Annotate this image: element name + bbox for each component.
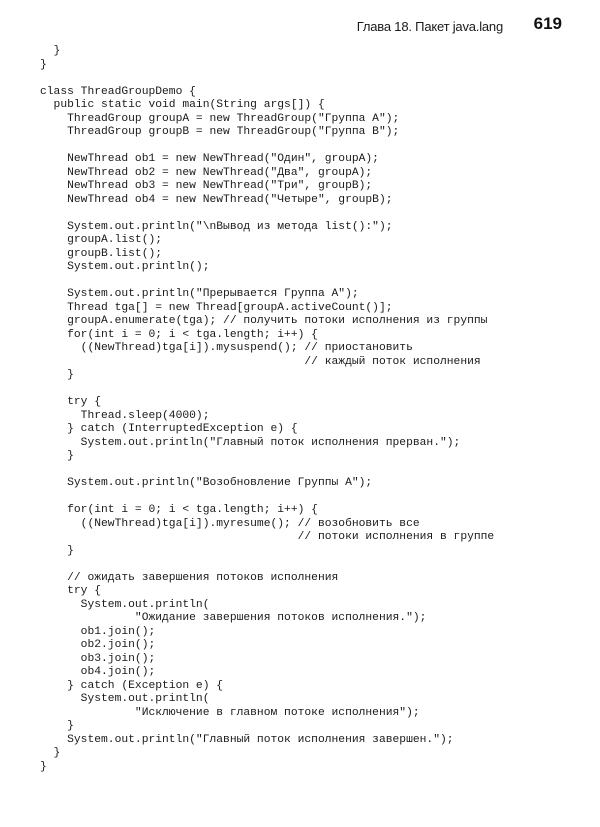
code-line: NewThread ob3 = new NewThread("Три", groupB); bbox=[40, 180, 373, 192]
code-line: } bbox=[40, 747, 61, 759]
code-line: ob3.join(); bbox=[40, 652, 156, 665]
code-line: } bbox=[40, 720, 74, 732]
code-line: groupA.list(); bbox=[40, 234, 163, 246]
code-line: Thread.sleep(4000); bbox=[40, 409, 210, 422]
page-number: 619 bbox=[533, 14, 562, 33]
code-line: System.out.println("Возобновление Группы А"); bbox=[40, 477, 373, 489]
code-line: for(int i = 0; i < tga.length; i++) { bbox=[40, 504, 318, 516]
code-line bbox=[40, 140, 494, 154]
code-line: // каждый поток исполнения bbox=[40, 355, 481, 368]
code-line: // потоки исполнения в группе bbox=[40, 531, 495, 543]
code-line: ob4.join(); bbox=[40, 666, 156, 678]
code-line: } bbox=[40, 450, 74, 462]
code-line: try { bbox=[40, 585, 102, 597]
code-line: "Ожидание завершения потоков исполнения."); bbox=[40, 612, 427, 624]
code-line: } bbox=[40, 45, 61, 57]
code-line: try { bbox=[40, 396, 102, 408]
code-line bbox=[40, 491, 494, 505]
code-line: System.out.println("\nВывод из метода list():"); bbox=[40, 220, 393, 233]
code-line: ob1.join(); bbox=[40, 625, 156, 638]
code-line: } bbox=[40, 544, 74, 557]
code-line bbox=[40, 275, 494, 289]
code-line bbox=[40, 464, 494, 478]
code-line bbox=[40, 72, 494, 86]
code-line: for(int i = 0; i < tga.length; i++) { bbox=[40, 328, 318, 341]
page-header bbox=[0, 14, 600, 38]
code-line: } catch (Exception e) { bbox=[40, 679, 224, 692]
code-line bbox=[40, 383, 494, 397]
code-line: NewThread ob4 = new NewThread("Четыре", groupB); bbox=[40, 193, 393, 206]
code-line: System.out.println("Главный поток исполнения завершен."); bbox=[40, 733, 454, 746]
code-line: // ожидать завершения потоков исполнения bbox=[40, 571, 339, 584]
code-line bbox=[40, 207, 494, 221]
code-line: } bbox=[40, 369, 74, 381]
code-line: ThreadGroup groupA = new ThreadGroup("Группа А"); bbox=[40, 112, 400, 125]
code-line: NewThread ob1 = new NewThread("Один", groupA); bbox=[40, 153, 379, 165]
code-line: } bbox=[40, 58, 47, 71]
code-line: System.out.println("Прерывается Группа А"); bbox=[40, 288, 359, 300]
code-line: ((NewThread)tga[i]).mysuspend(); // приостановить bbox=[40, 342, 413, 354]
code-line: System.out.println("Главный поток исполнения прерван."); bbox=[40, 436, 461, 449]
code-line: System.out.println( bbox=[40, 693, 210, 705]
code-line: public static void main(String args[]) { bbox=[40, 99, 325, 111]
code-line: System.out.println(); bbox=[40, 261, 210, 273]
code-line: NewThread ob2 = new NewThread("Два", groupA); bbox=[40, 166, 373, 179]
code-line: groupA.enumerate(tga); // получить потоки исполнения из группы bbox=[40, 315, 488, 327]
code-line: "Исключение в главном потоке исполнения"); bbox=[40, 706, 420, 719]
code-line: class ThreadGroupDemo { bbox=[40, 85, 196, 98]
code-line: } bbox=[40, 760, 47, 773]
code-line: ob2.join(); bbox=[40, 639, 156, 651]
code-line bbox=[40, 558, 494, 572]
code-line: ((NewThread)tga[i]).myresume(); // возобновить все bbox=[40, 517, 420, 530]
code-line: System.out.println( bbox=[40, 598, 210, 611]
code-line: Thread tga[] = new Thread[groupA.activeCount()]; bbox=[40, 301, 393, 314]
chapter-title: Глава 18. Пакет java.lang bbox=[356, 19, 503, 34]
code-line: groupB.list(); bbox=[40, 247, 163, 260]
code-listing bbox=[40, 45, 494, 774]
code-line: } catch (InterruptedException e) { bbox=[40, 423, 298, 435]
code-line: ThreadGroup groupB = new ThreadGroup("Группа В"); bbox=[40, 126, 400, 138]
